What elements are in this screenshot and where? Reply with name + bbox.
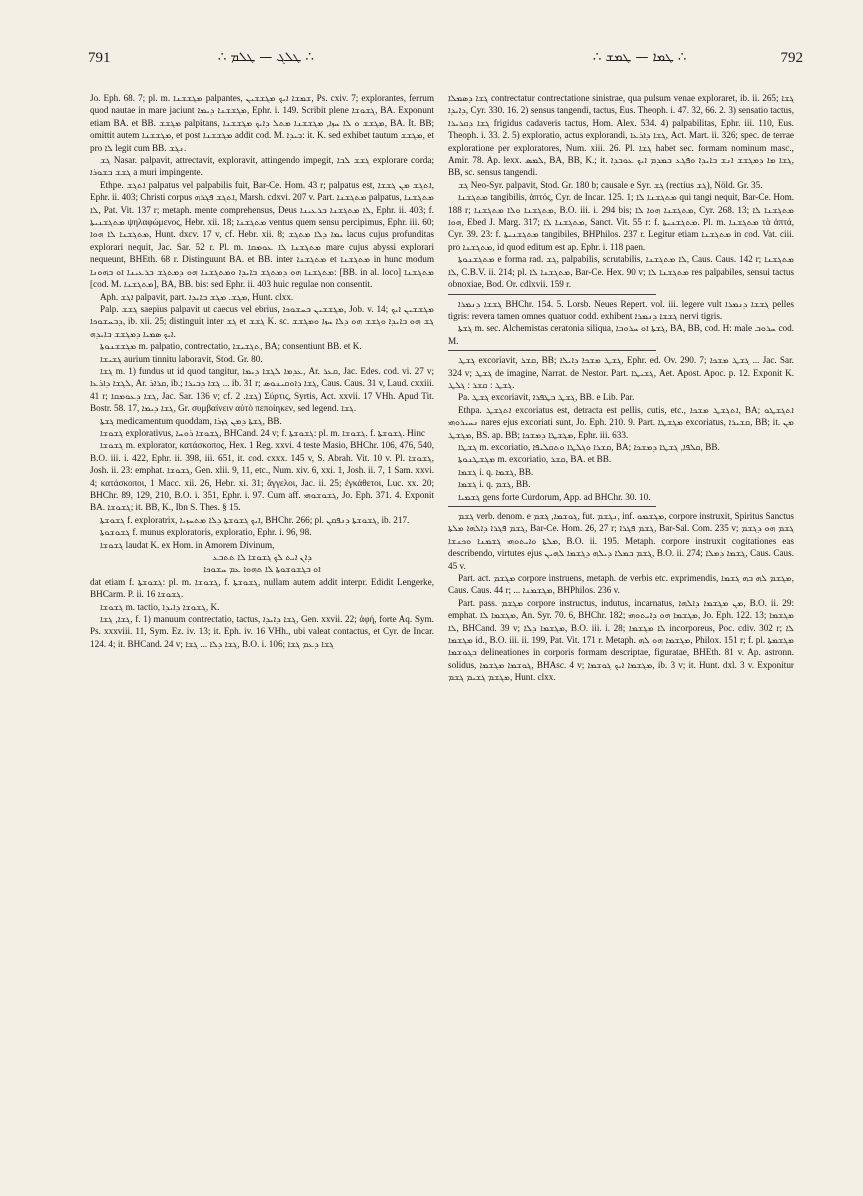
running-head-right: ∴ ܛܡܐ — ܛܡܫ ∴: [593, 50, 687, 65]
dictionary-entry: Jo. Eph. 68. 7; pl. m. ܡܓܫܫܢܐ palpantes, ܫܡܫܐ ܐܝܟ ܡܓܫܫܝܢ, Ps. cxiv. 7; explorantes, ferrum quod nautae in mare jaciunt ܡܓܫܫܢܐ ܕܝܡܐ, Ephr. i. 149. Scribit plene ܓܫܘܫܐ, BA. Exponunt etiam BA. et BB. ܡܓܫܫ palpitans, ܡܓܫܫ ܘ ܠܐ ܚܙܐ, ܡܓܫܫܢܐ ܡܬܠ ܕܐܝܟ ܡܓܫܫܢܐ, BA. It. BB; omittit autem ܡܓܫܫܢܐ, et post ܡܓܫܫܢܐ addit cod. M. ܒܝܕܐ: it. K. sed exhibet tautum ܡܓܫܫ, et pro ܠܐ legit cum BB. ܢܓܫ.: [90, 93, 434, 153]
dictionary-entry: ܓܫܬܐ medicamentum quoddam, ܓܫܬܐ ܕܡܢ ܓܙܪܐ, BB.: [100, 415, 282, 426]
dictionary-entry: ܓܫܐ, ܓܫܐ, f. 1) manuum contrectatio, tactus, ܓܫܐ ܕܐܝܕܐ, Gen. xxvii. 22; ἁφή, forte Aq. Sym. Ps. xxxviii. 11, Sym. Ez. iv. 13; it. Eph. iv. 16 VHh., ubi valeat contactus, et Cyr. de Incar. 124. 4; it. BHCand. 24 v; ܓܫܐ ܕܠܐ ... ܓܫܐ, B.O. i. 106; ܓܫܐ ܕܥܡ ܓܫܐ: [90, 614, 434, 649]
dictionary-entry: Ethpa. ܐܬܓܫܛ excoriatus est, detracta est pellis, cutis, etc., ܐܬܓܫܛ ܡܫܟܐ, BA; ܐܬܓܫܛܘ ܢܚܝܪܘܗܝ nares ejus excoriati sunt, Jo. Eph. 210. 9. Part. ܡܓܫܛܐ excoriatus, ܩܫܝܪܐ, BB; it. ܡܢ ܡܓܫܛ, BS. ap. BB; ܡܓܫܛܐ ܕܡܫܟܐ, Ephr. iii. 633.: [448, 404, 794, 440]
dictionary-entry: ܓܫ Nasar. palpavit, attrectavit, exploravit, attingendo impegit, ܓܫܫ ܠܒܐ explorare corda; ܓܫܫ ܒܫܘܪܐ a muri impingente.: [90, 155, 434, 178]
dictionary-entry: Part. act. ܡܓܫܡ corpore instruens, metaph. de verbis etc. exprimendis, ܡܓܫܡ ܠܗ ܒܗ ܓܫܡܐ, Caus. Caus. 44 r; ... ܡܓܫܡܢܐ, BHPhilos. 236 v.: [448, 573, 794, 596]
dictionary-entry: dat etiam f. ܓܫܘܫܬܐ: pl. m. ܓܫܘܫܐ, f. ܓܫܘܫܬܐ, nullam autem addit interpr. Edidit Lengerke, BHCarm. P. ii. 16 ܓܫܘܫܐ.: [90, 576, 434, 600]
dictionary-entry: ܡܓܫܫܢܘܬܐ m. palpatio, contrectatio, ܬܓܫܝܫܐ, BA; consentiunt BB. et K.: [100, 341, 362, 352]
dictionary-entry: ܓܫܘܫܐ m. tactio, ܓܫܘܫܐ ܕܐܝܕܐ, K.: [100, 601, 220, 612]
dictionary-entry: Palp. ܓܫܫ saepius palpavit ut caecus vel ebrius, ܡܓܫܫܝܢ ܒܚܫܘܟܐ, Job. v. 14; ܡܓܫܫܝܢ ܐܝܟ ܕܒܚܫܘܟܐ, ib. xii. 25; distinguit inter ܓܫ et ܓܫܫ K. sc. ܓܫ ܗܘ ܒܐܝܕܐ ܘܓܫܫ ܗܘ ܕܠܐ ܚܙܐ ܘܡܓܫܫ ܐܝܟ ܣܡܝܐ ܕܡܓܫܫ ܒܐܝܕܗ.: [90, 303, 434, 339]
dictionary-entry: Pa. ܓܫܛ excoriavit, ܓܫܛ ܒܛܦܪܐ, BB. e Lib. Par.: [458, 392, 635, 403]
right-column: [448, 92, 794, 684]
page-header: [88, 48, 803, 74]
dictionary-entry: Part. pass. ܡܓܫܡ corpore instructus, indutus, incarnatus, ܡܢ ܡܓܫܡܐ ܕܐܠܗܐ, B.O. ii. 29: emphat. ܡܓܫܡܐ ܠܐ, An. Syr. 70. 6, BHChr. 182; ܡܓܫܡܐ ܗܘ ܕܐܝܬܘܗܝ, Jo. Eph. 122. 13; ܡܓܫܡܐ ܠܐ, BHCand. 39 v; ܡܓܫܡܐ ܕܠܐ, B.O. iii. i. 28; ܠܐ ܡܓܫܡܐ incorporeus, Poc. cdiv. 302 r; ܠܐ ܡܓܫܡܐ id., B.O. iii. ii. 199, Pat. Vit. 171 r. Metaph. ܡܓܫܡܐ ܗܘ ܠܗ, Philox. 151 r; f. pl. ܡܓܫܡܬܐ ܒܓܘܫܡܐ delineationes in corporis formam descriptae, figuratae, BHEth. 81 v. Ap. astronn. solidus, ܓܘܫܡܐ ܡܓܫܡܐ, BHAsc. 4 v; ܡܓܫܡܐ ܐܝܟ ܓܘܫܡܐ, ib. 3 v; it. Hunt. dxl. 3 v. Exponitur ܡܓܫܡ ܓܫܝܡ ܓܫܡ, Hunt. clxx.: [448, 597, 794, 683]
dictionary-entry: Aph. ܐܓܫ palpavit, part. ܡܓܫ. ܡܓܫ ܒܐܝܕܐ, Hunt. clxx.: [100, 291, 294, 302]
dictionary-entry: ܓܫܬܐ m. sec. Alchemistas ceratonia siliqua, ܓܫܬܐ ܐܘ ܚܪܘܒܐ, BA, BB, cod. H: male ܚܪܘܒ cod. M.: [448, 323, 795, 346]
section-divider: [448, 350, 656, 351]
left-column: [90, 92, 434, 650]
dictionary-entry: ܓܫܛ excoriavit, ܩܫܪ, BB; ܓܫܛ ܡܫܟܐ ܕܐܝܠܐ, Ephr. ed. Ov. 290. 7; ܓܫܛ ܡܫܟܐ ... Jac. Sar. 324 v; ܓܫܛ de imagine, Narrat. de Nestor. Part. ܓܫܝܛܐ, Aet. Apost. Apoc. p. 12. Exponit K. ܓܫܛ : ܩܫܪ : ܓܠܛ.: [448, 355, 795, 390]
dictionary-entry: ܡܬܓܫܢܘܬܐ e forma rad. ܓܫ, palpabilis, scrutabilis, ܠܐ ܡܬܓܫܢܐ, Caus. Caus. 142 r; ܡܬܓܫܢܐ ܠܐ, C.B.V. ii. 214; pl. ܡܬܓܫܢܐ ܠܐ, Bar-Ce. Hex. 90 v; ܡܬܓܫܢܐ ܠܐ res palpabiles, sensui tactus obnoxiae, Bod. Or. cdlxvii. 159 r.: [448, 254, 795, 290]
page-number-left: 791: [88, 50, 111, 66]
dictionary-entry: ܓܫܘܫܘܬܐ f. munus exploratoris, exploratio, Ephr. i. 96, 98.: [100, 527, 312, 538]
dictionary-entry: ܓܫܘܫܬܐ f. exploratrix, ܐܝܟ ܓܫܘܫܬܐ ܕܠܐ ܡܬܚܙܝܐ, BHChr. 266; pl. ܓܫܘܫܬܐ ܕܢܦܩܢ, ib. 217.: [100, 514, 410, 525]
running-head-left: ∴ ܛܠܓ — ܛܠܡ ∴: [218, 50, 314, 65]
dictionary-entry: ܓܫܛܐ m. excoriatio, ܩܫܪܐ ܘܓܠܛܐ ܘܬܩܠܝܦܐ, BA; ܩܠܦܐ, ܓܫܛܐ ܕܡܫܟܐ, BB.: [458, 441, 720, 452]
dictionary-entry: ܡܓܫܛܢܘܬܐ m. excoriatio, ܩܫܪ, BA. et BB.: [458, 454, 612, 465]
dictionary-entry: ܓܫܝܫܐ aurium tinnitu laboravit, Stod. Gr. 80.: [100, 353, 263, 364]
dictionary-entry: ܐܘ ܒܓܫܘܫܘܬܐ ܠܐ ܬܗܘܐ ܥܡ ܚܫܘܟܐ: [203, 564, 321, 575]
dictionary-entry: ܓܫܘܫܐ m. explorator, κατάσκοπος, Hex. 1 Reg. xxvi. 4 teste Masio, BHChr. 106, 476, 540, B.O. iii. i. 422, Ephr. ii. 398, iii. 651, it. cod. cxxx. 145 v, S. Abrah. Vit. 10 v. Pl. ܓܫܘܫܐ, Josh. ii. 23: emphat. ܓܫܘܫܐ, Gen. xlii. 9, 11, etc., Num. xiv. 6, xxi. 1, Josh. ii. 7, 1 Sam. xxvi. 4; κατάσκοποι, 1 Macc. xii. 26, Hebr. xi. 31; ἄγγελοι, Jac. ii. 25; ἐγκάθετοι, Luc. xx. 20; BHChr. 89, 129, 210, B.O. i. 351, Ephr. i. 97. Cum aff. ܓܫܘܫܘܗܝ, Jo. Eph. 371. 4. Exponit BA. ܓܫܘܫܐ; it. BB, K., Ibn S. Thes. § 15.: [90, 440, 435, 513]
section-divider: [448, 294, 656, 295]
dictionary-entry: ܕܐܢ ܐܝܬ ܠܟ ܓܫܘܫܐ ܠܐ ܬܬܒܥ: [212, 552, 312, 563]
dictionary-entry: ܓܫܐ ܕܣܡܠܐ contrectatur contrectatione sinistrae, qua pulsum venae exploraret, ib. ii. 265; ܓܫܐ ܕܐܝܕܐ, Cyr. 330. 16. 2) sensus tangendi, tactus, Eus. Theoph. i. 47. 32, 66. 2. 3) sensatio tactus, ܓܫܐ ܕܩܪܝܪܐ frigidus cadaveris tactus, Hom. Alex. 534. 4) palpabilitas, Ephr. iii. 110, Eus. Theoph. i. 33. 2. 5) exploratio, actus explorandi, ܓܫܐ ܕܐܪܥܐ, Act. Mart. ii. 326; spec. de terrae exploratione per exploratores, Num. xiii. 26. Pl. ܓܫܐ habet sec. formam nominum masc., Amir. 78. Ap. lexx. ܠܡܣ, BA, BB, K.; it. ܓܫܐ ܡܐ ܕܡܓܫܫ ܐܢܫ ܒܐܝܕܐ ܘܦܓܥ ܒܡܕܡ ܐܝܟ ܥܘܒܕܐ, BB, sc. sensus tangendi.: [448, 93, 795, 178]
dictionary-entry: ܓܫܡܐ i. q. ܓܫܡ, BB.: [458, 479, 531, 490]
dictionary-entry: ܓܫܫܐ ܕܢܡܪܐ BHChr. 154. 5. Lorsb. Neues Repert. vol. iii. legere vult ܓܫܫܐ ܕܢܡܪܐ pelles tigris: revera tamen omnes quatuor codd. exhibent ܓܫܫܐ ܕܢܡܪܐ nervi tigris.: [448, 298, 794, 321]
dictionary-entry: ܓܫܘܫܐ laudat K. ex Hom. in Amorem Divinum,: [100, 539, 275, 550]
dictionary-entry: Ethpe. ܐܬܓܫ palpatus vel palpabilis fuit, Bar-Ce. Hom. 43 r; palpatus est, ܐܬܓܫ ܡܢ ܓܫܫܐ, Ephr. ii. 403; Christi corpus ܐܬܓܫ ܦܓܪܗ, Marsh. cdxvi. 207 v. Part. ܡܬܓܫܢܐ palpatus, ܡܬܓܫܢܐ ܠܐ, Pat. Vit. 137 r; metaph. mente comprehensus, Deus ܠܐ ܡܬܓܫܢܐ ܒܪܥܝܢܐ, Ephr. ii. 403; f. ܡܬܓܫܢܝܬܐ ψηλαφώμενος, Hebr. xii. 18; ܡܬܓܫܢܐ ventus quem sensu percipimus, Ephr. iii. 60; ܡܬܓܫܢܐ ܠܐ ܗܘܐ, Hunt. dxcv. 17 v, cf. Hebr. xii. 8; ܝܡܐ ܕܠܐ ܡܬܓܫ lacus cujus profunditas explorari nequit, Jac. Sar. 52 r. Pl. m. ܡܬܓܫܢܐ ܠܐ ܥܘܡܩܐ mare cujus abyssi explorari nequeunt, BHEth. 68 r. Distinguunt BA. et BB. inter ܡܬܓܫܢܐ et ܡܬܓܫܢܐ in hunc modum ܡܬܓܫܢܐ ܗܘ ܕܡܬܓܫ ܒܐܝܕܐ ܘܡܬܓܫܢܐ ܗܘ ܕܡܬܓܫ ܒܪܥܝܢܐ ܐܘ ܒܗܘܢܐ: [BB. in al. loco] ܡܬܓܫܢܐ [cod. M. ܡܬܓܫܢܐ], BA, BB. bis: sed Ephr. ii. 403 huic regulae non consentit.: [90, 179, 435, 290]
dictionary-entry: ܓܫܡ verb. denom. e ܓܘܫܡܐ, ܓܫܡ, fut. ܢܓܫܡ, inf. ܡܓܫܡܘ, corpore instruxit, Spiritus Sanctus ܓܫܡ ܦܓܪܐ ܕܐܠܗܐ ܡܠܬܐ, Bar-Ce. Hom. 26, 27 r; ܓܫܡ ܦܓܪܐ, Bar-Sal. Com. 235 v; ܓܫܡ ܗܘ ܕܓܫܡ ܡܠܬܐ ܘܐܝܬܘܗܝ ܓܫܡܢܐ ܘܟܢܫܐ, B.O. ii. 195. Metaph. corpore instruxit cogitationes eas describendo, virtutes ejus ܓܫܡ ܒܡܠܐ ܕܝܠܗ ܕܓܫܡܐ ܠܗܝܢ, B.O. ii. 274; ܓܫܡܐ ܕܡܠܐ, Caus. Caus. 45 v.: [448, 511, 794, 571]
dictionary-entry: ܓܫܘܫܐ explorativus, ܓܫܘܫܐ ܪܘܚܐ, BHCand. 24 v; f. ܓܫܘܫܬܐ: pl. m. ܓܫܘܫܐ. f. ܓܫܘܫܬܐ. Hinc: [100, 427, 425, 438]
dictionary-entry: ܓܫܡܝܐ gens forte Curdorum, App. ad BHChr. 30. 10.: [458, 491, 651, 502]
dictionary-entry: ܡܬܓܫܢܐ tangibilis, ἁπτός, Cyr. de Incar. 125. 1; ܡܬܓܫܢܐ ܠܐ qui tangi nequit, Bar-Ce. Hom. 188 r; ܡܬܓܫܢܐ ܘܠܐ ܡܬܓܫܢܐ, B.O. iii. i. 294 bis; ܡܬܓܫܢܐ ܗܘܐ ܠܐ, Cyr. 268. 13; ܡܬܓܫܢܐ ܠܐ ܗܘܐ, Ebed J. Marg. 317; ܡܬܓܫܢܐ ܠܐ, Sanct. Vit. 55 r: f. ܡܬܓܫܢܝܬܐ. Pl. m. ܡܬܓܫܢܐ τὰ ἁπτά, Cyr. 39. 23: f. ܡܬܓܫܢܝܬܐ tangibiles, BHPhilos. 237 r. Legitur etiam ܡܬܓܫܢܐ in cod. Vat. ciii. pro ܡܬܓܫܢܐ, id quod editum est ap. Ephr. i. 118 paen.: [448, 192, 795, 252]
section-divider: [448, 506, 656, 507]
dictionary-entry: ܓܫ Neo-Syr. palpavit, Stod. Gr. 180 b; causale e Syr. ܓܫ (rectius ܓܫ), Nöld. Gr. 35.: [458, 179, 763, 190]
dictionary-entry: ܓܫܐ m. 1) fundus ut id quod tangitur, ܥܕܡܐ ܠܓܫܐ ܕܝܡܐ, Ar. ܩܥܪ, Jac. Edes. cod. vi. 27 v; ܠܓܫܐ ܕܐܪܥܐ, Ar. ܩܪܐܪ, ib.; ܓܫܐ ܕܒܝܪܐ ... ib. 31 r; ܓܫܐ ܕܐܘܩܝܢܘܣ, Caus. Caus. 31 v, Laud. cxxiii. 41 r; ܓܫܐ ܕܥܘܡܩܐ, Jac. Sar. 136 v; cf. ܓܫܐ. 2) Σύρτις, Syrtis, Act. xxvii. 17 VHh. Apud Tit. Bostr. 58. 17, ܓܫܐ ܕܝܡܐ, Gr. συμβαίνειν αὐτὸ πεποίηκεν, sed legend. ܓܫܐ.: [90, 365, 435, 414]
page-number-right: 792: [780, 50, 803, 66]
dictionary-entry: ܓܫܡܐ i. q. ܓܫܡܐ, BB.: [458, 466, 534, 477]
